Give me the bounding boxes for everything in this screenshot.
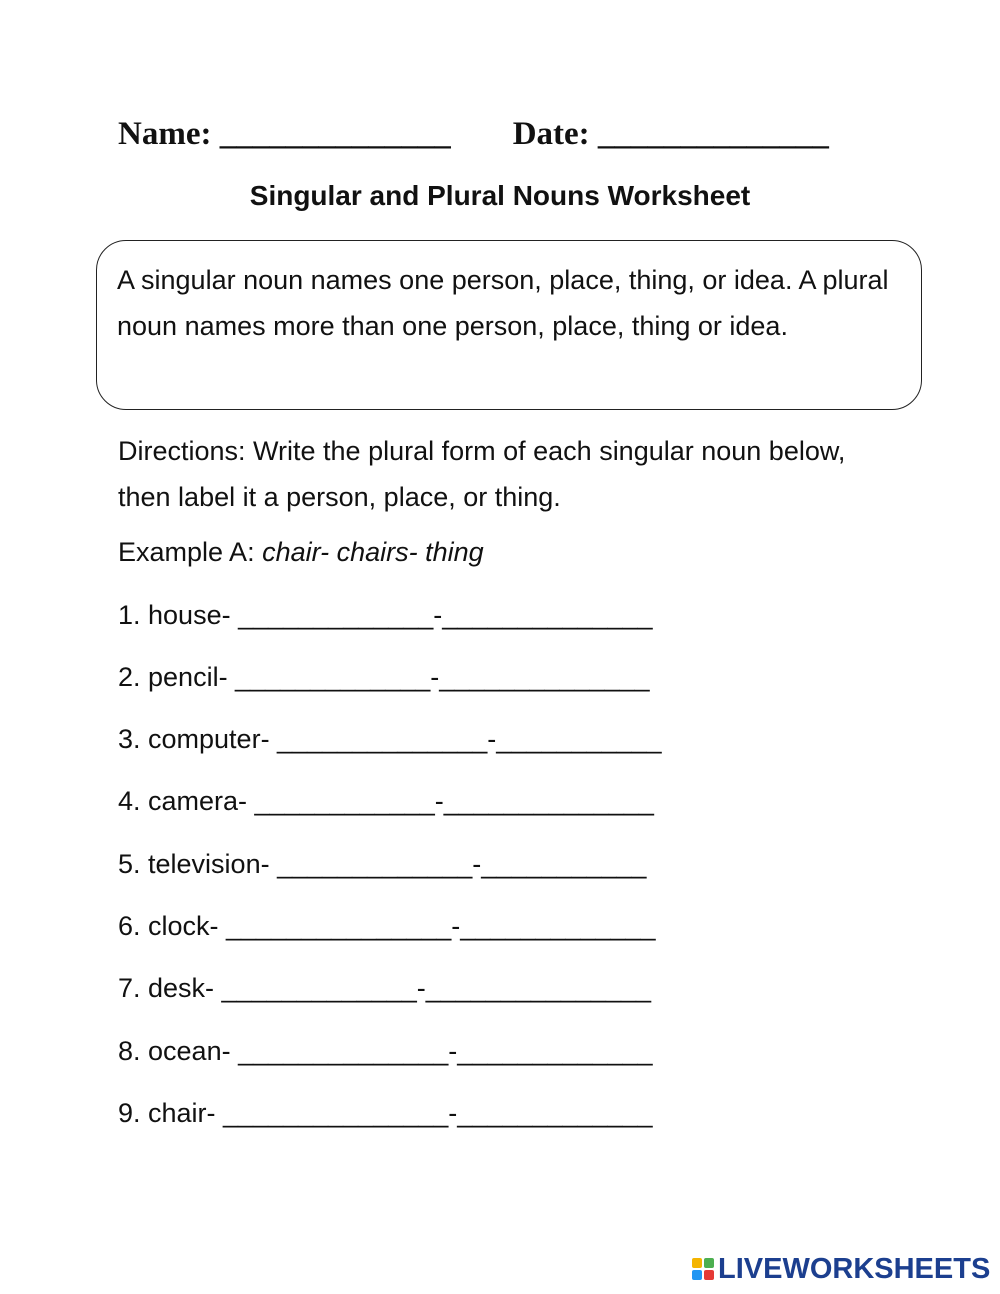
question-item-7[interactable]: 7. desk- _____________-_______________ (118, 973, 651, 1003)
question-item-1[interactable]: 1. house- _____________-______________ (118, 600, 653, 630)
header-line (118, 116, 829, 153)
question-item-5[interactable]: 5. television- _____________-___________ (118, 849, 647, 879)
logo-grid-icon (692, 1258, 714, 1280)
liveworksheets-logo (692, 1254, 990, 1284)
example-label: Example A: (118, 537, 263, 567)
date-field[interactable]: Date: ______________ (512, 116, 829, 152)
logo-text: LIVEWORKSHEETS (718, 1252, 991, 1285)
question-item-8[interactable]: 8. ocean- ______________-_____________ (118, 1036, 653, 1066)
question-item-9[interactable]: 9. chair- _______________-_____________ (118, 1098, 653, 1128)
definition-box (96, 240, 922, 410)
example-line (118, 537, 484, 568)
question-item-6[interactable]: 6. clock- _______________-_____________ (118, 911, 656, 941)
question-item-3[interactable]: 3. computer- ______________-___________ (118, 724, 662, 754)
directions-text: Directions: Write the plural form of each singular noun below, then label it a person, place, or thing. (118, 436, 846, 512)
definition-text: A singular noun names one person, place, thing, or idea. A plural noun names more than one person, place, thing or idea. (117, 265, 889, 341)
question-item-2[interactable]: 2. pencil- _____________-______________ (118, 662, 650, 692)
page-title: Singular and Plural Nouns Worksheet (249, 180, 751, 211)
name-field[interactable]: Name: ______________ (118, 116, 451, 152)
example-text: chair- chairs- thing (262, 537, 484, 567)
question-item-4[interactable]: 4. camera- ____________-______________ (118, 786, 654, 816)
